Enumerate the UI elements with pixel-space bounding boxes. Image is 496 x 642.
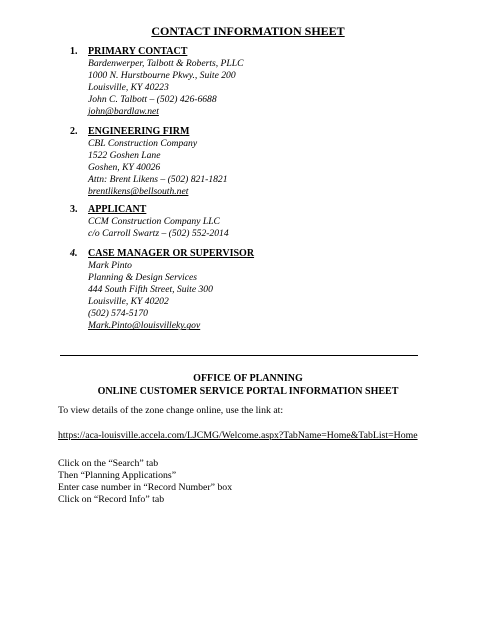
section-body xyxy=(70,260,450,333)
contact-line: Attn: Brent Likens – (502) 821-1821 xyxy=(88,174,228,186)
email-link[interactable]: john@bardlaw.net xyxy=(88,106,159,118)
contact-line: CCM Construction Company LLC xyxy=(88,216,220,227)
section-case-manager xyxy=(70,247,450,333)
portal-url-link[interactable]: https://aca-louisville.accela.com/LJCMG/Welcome.aspx?TabName=Home&TabList=Home xyxy=(58,430,418,441)
section-applicant xyxy=(70,203,450,240)
section-label: APPLICANT xyxy=(88,204,147,215)
section-number: 3. xyxy=(70,204,78,215)
section-heading xyxy=(70,45,450,58)
intro-text: To view details of the zone change online, use the link at: xyxy=(58,405,284,416)
contact-line: Louisville, KY 40223 xyxy=(88,82,169,94)
contact-line: c/o Carroll Swartz – (502) 552-2014 xyxy=(88,228,229,240)
contact-line: (502) 574-5170 xyxy=(88,308,148,320)
section-label: PRIMARY CONTACT xyxy=(88,46,188,57)
section-number: 1. xyxy=(70,46,78,57)
contact-line: John C. Talbott – (502) 426-6688 xyxy=(88,94,217,106)
section-heading xyxy=(70,125,450,138)
office-line-1: OFFICE OF PLANNING xyxy=(193,373,303,384)
office-heading xyxy=(0,372,496,398)
instruction-step: Click on “Record Info” tab xyxy=(58,494,165,505)
section-heading xyxy=(70,203,450,216)
contact-line: 444 South Fifth Street, Suite 300 xyxy=(88,284,213,296)
email-link[interactable]: brentlikens@bellsouth.net xyxy=(88,186,189,198)
contact-line: Mark Pinto xyxy=(88,260,132,271)
page-title: CONTACT INFORMATION SHEET xyxy=(151,24,345,38)
instruction-step: Click on the “Search” tab xyxy=(58,458,159,469)
section-label: CASE MANAGER OR SUPERVISOR xyxy=(88,248,255,259)
section-number: 2. xyxy=(70,126,78,137)
section-label: ENGINEERING FIRM xyxy=(88,126,190,137)
section-number: 4. xyxy=(70,248,78,259)
section-body xyxy=(70,216,450,240)
divider-rule xyxy=(60,355,418,356)
instruction-steps xyxy=(58,458,478,506)
section-engineering-firm xyxy=(70,125,450,198)
contact-line: Planning & Design Services xyxy=(88,272,197,284)
contact-line: 1522 Goshen Lane xyxy=(88,150,161,162)
contact-line: CBL Construction Company xyxy=(88,138,198,149)
contact-line: Louisville, KY 40202 xyxy=(88,296,169,308)
office-line-2: ONLINE CUSTOMER SERVICE PORTAL INFORMATION SHEET xyxy=(97,386,399,397)
email-link[interactable]: Mark.Pinto@louisvilleky.gov xyxy=(88,320,201,332)
section-body xyxy=(70,58,450,118)
instruction-step: Enter case number in “Record Number” box xyxy=(58,482,233,493)
section-body xyxy=(70,138,450,198)
contact-line: Bardenwerper, Talbott & Roberts, PLLC xyxy=(88,58,244,69)
section-heading xyxy=(70,247,450,260)
section-primary-contact xyxy=(70,45,450,118)
contact-line: Goshen, KY 40026 xyxy=(88,162,161,174)
instruction-step: Then “Planning Applications” xyxy=(58,470,177,481)
contact-line: 1000 N. Hurstbourne Pkwy., Suite 200 xyxy=(88,70,236,82)
